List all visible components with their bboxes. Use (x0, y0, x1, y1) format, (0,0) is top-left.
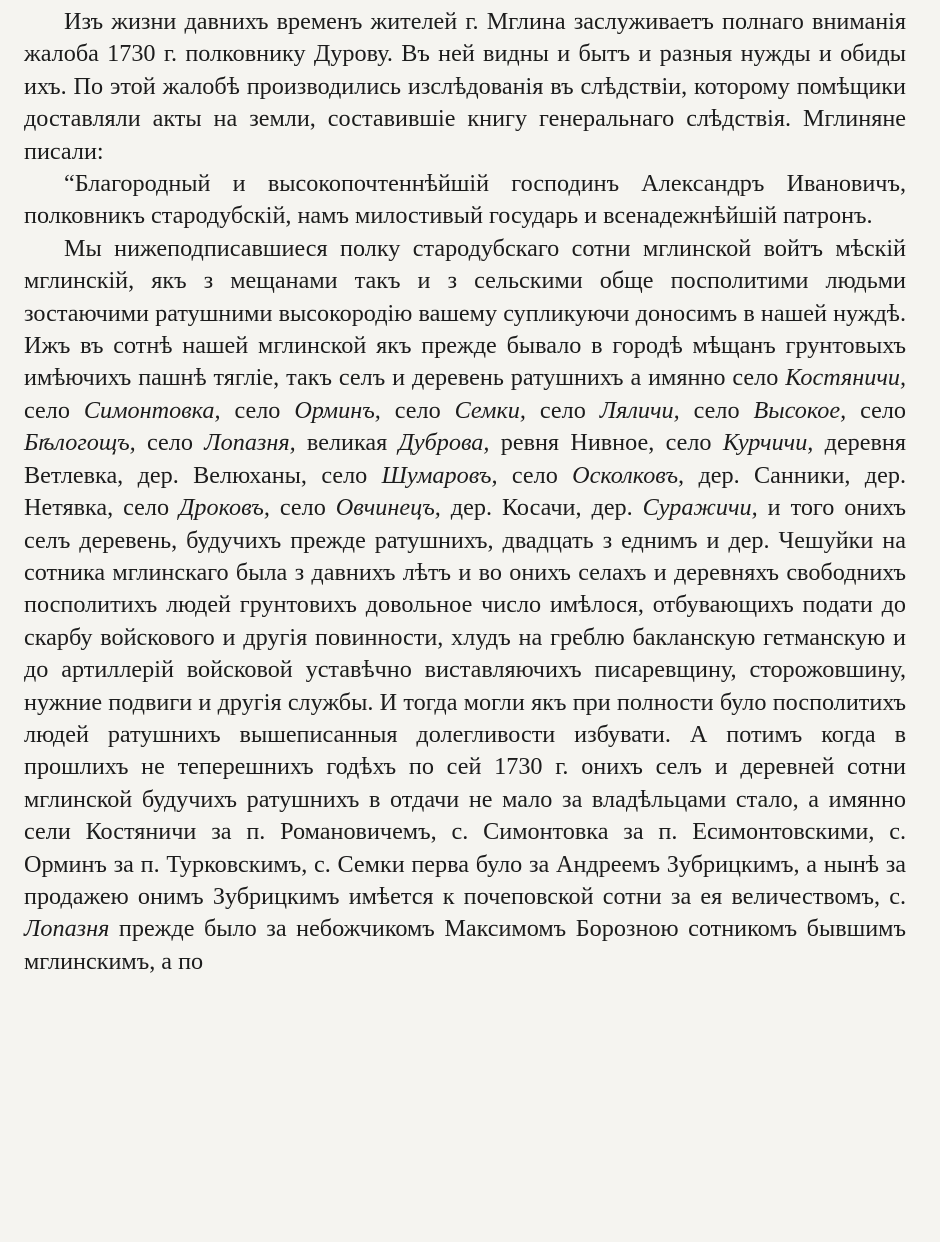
place-name: Суражичи, (642, 494, 758, 522)
place-name: Ляличи, (599, 396, 680, 424)
text-run: прежде было за небожчикомъ Максимомъ Борозною сотникомъ бывшимъ мглинскимъ, а по (24, 915, 906, 975)
paragraph-salutation (24, 168, 906, 233)
place-name: Лопазня (24, 915, 110, 943)
text-run: и того онихъ селъ деревень, будучихъ прежде ратушнихъ, двадцать з еднимъ и дер. Чешуйки на сотника мглинскаго была з давнихъ лѣтъ и во онихъ селахъ и деревняхъ свободнихъ посполитихъ людей грунтовихъ довольное число имѣлося, отбувающихъ подати до скарбу войскового и другія повинности, хлудъ на греблю бакланскую гетманскую и до артиллерій войсковой уставѣчно виставляючихъ писаревщину, сторожовшину, нужние подвиги и другія службы. И тогда могли якъ при полности було посполитихъ людей ратушнихъ вышеписанныя долегливости избувати. А потимъ когда в прошлихъ не теперешнихъ годѣхъ по сей 1730 г. онихъ селъ и деревней сотни мглинской будучихъ ратушнихъ в отдачи не мало за владѣльцами стало, а имянно сели Костяничи за п. Романовичемъ, с. Симонтовка за п. Есимонтовскими, с. Орминъ за п. Турковскимъ, с. Семки перва було за Андреемъ Зубрицкимъ, а нынѣ за продажею онимъ Зубрицкимъ имѣется к почеповской сотни за ея величествомъ, с. (24, 494, 906, 910)
place-name: Дуброва, (398, 429, 490, 457)
text-run: “Благородный и высокопочтеннѣйшій господинъ Александръ Ивановичъ, полковникъ стародубскій, намъ милостивый государь и всенадежнѣйшій патронъ. (24, 170, 906, 230)
place-name: Орминъ, (294, 396, 381, 424)
text-run: деревня Ветлевка, дер. Велюханы, село (24, 429, 906, 489)
text-run: село (846, 396, 907, 424)
paragraph-petition (24, 233, 906, 978)
place-name: Шумаровъ, (381, 461, 498, 489)
place-name: Симонтовка, (83, 396, 221, 424)
text-run: село (135, 429, 205, 457)
text-run: ревня Нивное, село (489, 429, 723, 457)
text-run: дер. Косачи, дер. (440, 494, 643, 522)
text-run: село (24, 396, 84, 424)
place-name: Высокое, (753, 396, 847, 424)
place-name: Семки, (454, 396, 526, 424)
text-run: Мы нижеподписавшиеся полку стародубскаго сотни мглинской войтъ мѣскій мглинскій, якъ з мещанами такъ и з сельскими обще посполитими людьми зостаючими ратушними высокородію вашему супликуючи доносимъ в нашей нуждѣ. Ижъ въ сотнѣ нашей мглинской якъ прежде бывало в городѣ мѣщанъ грунтовыхъ имѣючихъ пашнѣ тягліе, такъ селъ и деревень ратушнихъ а имянно село (24, 234, 906, 392)
text-run: село (679, 396, 754, 424)
place-name: Осколковъ, (572, 461, 685, 489)
text-run: Изъ жизни давнихъ временъ жителей г. Мглина заслуживаетъ полнаго вниманія жалоба 1730 г. полковнику Дурову. Въ ней видны и бытъ и разныя нужды и обиды ихъ. По этой жалобѣ производились изслѣдованія въ слѣдствіи, которому помѣщики доставляли акты на земли, составившіе книгу генеральнаго слѣдствія. Мглиняне писали: (24, 8, 906, 165)
paragraph-intro (24, 6, 906, 168)
place-name: Костяничи, (785, 364, 906, 392)
text-run: село (269, 494, 336, 522)
text-run: село (220, 396, 295, 424)
text-run: село (525, 396, 600, 424)
place-name: Овчинецъ, (335, 494, 441, 522)
text-run: село (497, 461, 573, 489)
text-run: село (380, 396, 455, 424)
document-page (24, 6, 906, 978)
place-name: Курчичи, (722, 429, 814, 457)
place-name: Лопазня, (204, 429, 296, 457)
place-name: Дроковъ, (179, 494, 270, 522)
place-name: Бѣлогощъ, (24, 429, 136, 457)
text-run: дер. Санники, дер. Нетявка, село (24, 461, 906, 522)
text-run: великая (295, 429, 399, 457)
